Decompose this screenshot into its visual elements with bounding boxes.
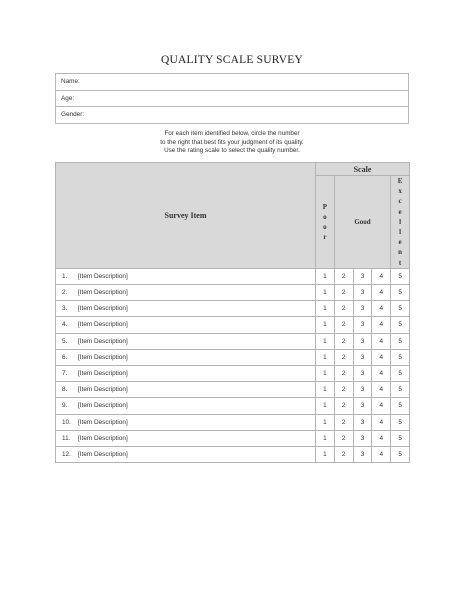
rating-option[interactable]: 2 bbox=[334, 268, 353, 284]
excellent-letter: n bbox=[398, 248, 403, 257]
rating-option[interactable]: 2 bbox=[334, 414, 353, 430]
excellent-letter: e bbox=[398, 207, 402, 216]
item-cell bbox=[56, 365, 316, 381]
rating-option[interactable]: 1 bbox=[316, 349, 335, 365]
item-description: [Item Description] bbox=[78, 434, 128, 442]
poor-letter: o bbox=[323, 222, 327, 231]
rating-option[interactable]: 5 bbox=[391, 268, 410, 284]
item-description: [Item Description] bbox=[78, 289, 128, 297]
rating-option[interactable]: 3 bbox=[353, 382, 372, 398]
poor-letter: o bbox=[323, 212, 327, 221]
item-number: 8. bbox=[62, 386, 68, 394]
rating-option[interactable]: 2 bbox=[334, 285, 353, 301]
rating-option[interactable]: 2 bbox=[334, 430, 353, 446]
rating-option[interactable]: 1 bbox=[316, 301, 335, 317]
rating-option[interactable]: 3 bbox=[353, 430, 372, 446]
rating-option[interactable]: 1 bbox=[316, 398, 335, 414]
rating-option[interactable]: 1 bbox=[316, 414, 335, 430]
item-number: 9. bbox=[62, 402, 68, 410]
rating-option[interactable]: 2 bbox=[334, 398, 353, 414]
survey-row bbox=[56, 333, 410, 349]
rating-option[interactable]: 1 bbox=[316, 317, 335, 333]
rating-option[interactable]: 3 bbox=[353, 285, 372, 301]
item-description: [Item Description] bbox=[78, 353, 128, 361]
item-description: [Item Description] bbox=[78, 418, 128, 426]
item-number: 4. bbox=[62, 321, 68, 329]
excellent-label bbox=[391, 176, 410, 269]
rating-option[interactable]: 5 bbox=[391, 365, 410, 381]
rating-option[interactable]: 2 bbox=[334, 365, 353, 381]
respondent-info-table bbox=[55, 73, 409, 124]
excellent-letter: l bbox=[399, 217, 402, 226]
rating-option[interactable]: 2 bbox=[334, 333, 353, 349]
poor-letter: P bbox=[322, 202, 328, 211]
item-cell bbox=[56, 430, 316, 446]
instruction-line: For each item identified below, circle the number bbox=[164, 130, 300, 137]
survey-row bbox=[56, 414, 410, 430]
rating-option[interactable]: 5 bbox=[391, 382, 410, 398]
survey-row bbox=[56, 268, 410, 284]
item-description: [Item Description] bbox=[78, 402, 128, 410]
rating-option[interactable]: 4 bbox=[372, 365, 391, 381]
rating-option[interactable]: 5 bbox=[391, 317, 410, 333]
rating-option[interactable]: 5 bbox=[391, 430, 410, 446]
item-number: 1. bbox=[62, 272, 68, 280]
item-description: [Item Description] bbox=[78, 450, 128, 458]
survey-row bbox=[56, 301, 410, 317]
rating-option[interactable]: 4 bbox=[372, 398, 391, 414]
rating-option[interactable]: 2 bbox=[334, 301, 353, 317]
instruction-line: to the right that best fits your judgment of its quality. bbox=[160, 138, 304, 146]
rating-option[interactable]: 2 bbox=[334, 317, 353, 333]
item-description: [Item Description] bbox=[78, 370, 128, 378]
age-field[interactable]: Age: bbox=[56, 90, 409, 107]
item-cell bbox=[56, 446, 316, 462]
item-description: [Item Description] bbox=[78, 272, 128, 280]
survey-title: QUALITY SCALE SURVEY bbox=[161, 54, 303, 66]
instruction-line: Use the rating scale to select the quality number. bbox=[164, 147, 300, 155]
rating-option[interactable]: 2 bbox=[334, 446, 353, 462]
rating-option[interactable]: 4 bbox=[372, 382, 391, 398]
good-label: Good bbox=[334, 176, 390, 269]
item-number: 3. bbox=[62, 305, 68, 313]
survey-row bbox=[56, 398, 410, 414]
item-cell bbox=[56, 317, 316, 333]
rating-option[interactable]: 3 bbox=[353, 301, 372, 317]
item-number: 5. bbox=[62, 337, 68, 345]
item-description: [Item Description] bbox=[78, 386, 128, 394]
rating-option[interactable]: 3 bbox=[353, 268, 372, 284]
excellent-letter: e bbox=[398, 238, 402, 247]
rating-option[interactable]: 5 bbox=[391, 446, 410, 462]
name-field[interactable]: Name: bbox=[56, 74, 409, 91]
excellent-letter: E bbox=[397, 177, 403, 185]
rating-option[interactable]: 1 bbox=[316, 382, 335, 398]
item-description: [Item Description] bbox=[78, 337, 128, 345]
rating-option[interactable]: 5 bbox=[391, 414, 410, 430]
rating-option[interactable]: 2 bbox=[334, 349, 353, 365]
survey-table bbox=[55, 162, 410, 463]
survey-row bbox=[56, 446, 410, 462]
rating-option[interactable]: 1 bbox=[316, 285, 335, 301]
item-number: 11. bbox=[62, 434, 71, 442]
poor-letter: r bbox=[323, 233, 327, 242]
rating-option[interactable]: 1 bbox=[316, 446, 335, 462]
rating-option[interactable]: 5 bbox=[391, 301, 410, 317]
survey-row bbox=[56, 285, 410, 301]
rating-option[interactable]: 3 bbox=[353, 317, 372, 333]
info-row-name bbox=[56, 74, 409, 91]
item-cell bbox=[56, 301, 316, 317]
item-cell bbox=[56, 382, 316, 398]
excellent-letter: t bbox=[398, 258, 402, 267]
rating-option[interactable]: 4 bbox=[372, 268, 391, 284]
item-cell bbox=[56, 398, 316, 414]
survey-row bbox=[56, 349, 410, 365]
item-description: [Item Description] bbox=[78, 305, 128, 313]
item-number: 7. bbox=[62, 370, 68, 378]
rating-option[interactable]: 3 bbox=[353, 398, 372, 414]
rating-option[interactable]: 4 bbox=[372, 285, 391, 301]
rating-option[interactable]: 1 bbox=[316, 268, 335, 284]
rating-option[interactable]: 5 bbox=[391, 398, 410, 414]
survey-item-header: Survey Item bbox=[56, 163, 316, 269]
rating-option[interactable]: 4 bbox=[372, 446, 391, 462]
rating-option[interactable]: 4 bbox=[372, 317, 391, 333]
rating-option[interactable]: 4 bbox=[372, 430, 391, 446]
item-cell bbox=[56, 333, 316, 349]
item-cell bbox=[56, 268, 316, 284]
rating-option[interactable]: 3 bbox=[353, 349, 372, 365]
rating-option[interactable]: 1 bbox=[316, 430, 335, 446]
rating-option[interactable]: 1 bbox=[316, 333, 335, 349]
survey-row bbox=[56, 382, 410, 398]
rating-option[interactable]: 3 bbox=[353, 446, 372, 462]
rating-option[interactable]: 2 bbox=[334, 382, 353, 398]
item-cell bbox=[56, 285, 316, 301]
rating-option[interactable]: 4 bbox=[372, 301, 391, 317]
item-number: 6. bbox=[62, 353, 68, 361]
rating-option[interactable]: 4 bbox=[372, 414, 391, 430]
gender-field[interactable]: Gender: bbox=[56, 107, 409, 124]
excellent-letter: l bbox=[399, 228, 402, 237]
item-cell bbox=[56, 414, 316, 430]
excellent-letter: x bbox=[398, 187, 402, 196]
item-number: 12. bbox=[62, 450, 71, 458]
scale-header: Scale bbox=[316, 163, 410, 176]
rating-option[interactable]: 5 bbox=[391, 285, 410, 301]
survey-row bbox=[56, 317, 410, 333]
rating-option[interactable]: 1 bbox=[316, 365, 335, 381]
item-number: 10. bbox=[62, 418, 71, 426]
poor-label bbox=[316, 176, 335, 269]
rating-option[interactable]: 3 bbox=[353, 333, 372, 349]
rating-option[interactable]: 5 bbox=[391, 349, 410, 365]
instructions bbox=[0, 130, 464, 156]
item-cell bbox=[56, 349, 316, 365]
rating-option[interactable]: 5 bbox=[391, 333, 410, 349]
info-row-age bbox=[56, 90, 409, 107]
survey-row bbox=[56, 430, 410, 446]
rating-option[interactable]: 4 bbox=[372, 349, 391, 365]
survey-row bbox=[56, 365, 410, 381]
excellent-letter: c bbox=[398, 197, 402, 206]
rating-option[interactable]: 4 bbox=[372, 333, 391, 349]
item-description: [Item Description] bbox=[78, 321, 128, 329]
item-number: 2. bbox=[62, 289, 68, 297]
info-row-gender bbox=[56, 107, 409, 124]
rating-option[interactable]: 3 bbox=[353, 365, 372, 381]
rating-option[interactable]: 3 bbox=[353, 414, 372, 430]
